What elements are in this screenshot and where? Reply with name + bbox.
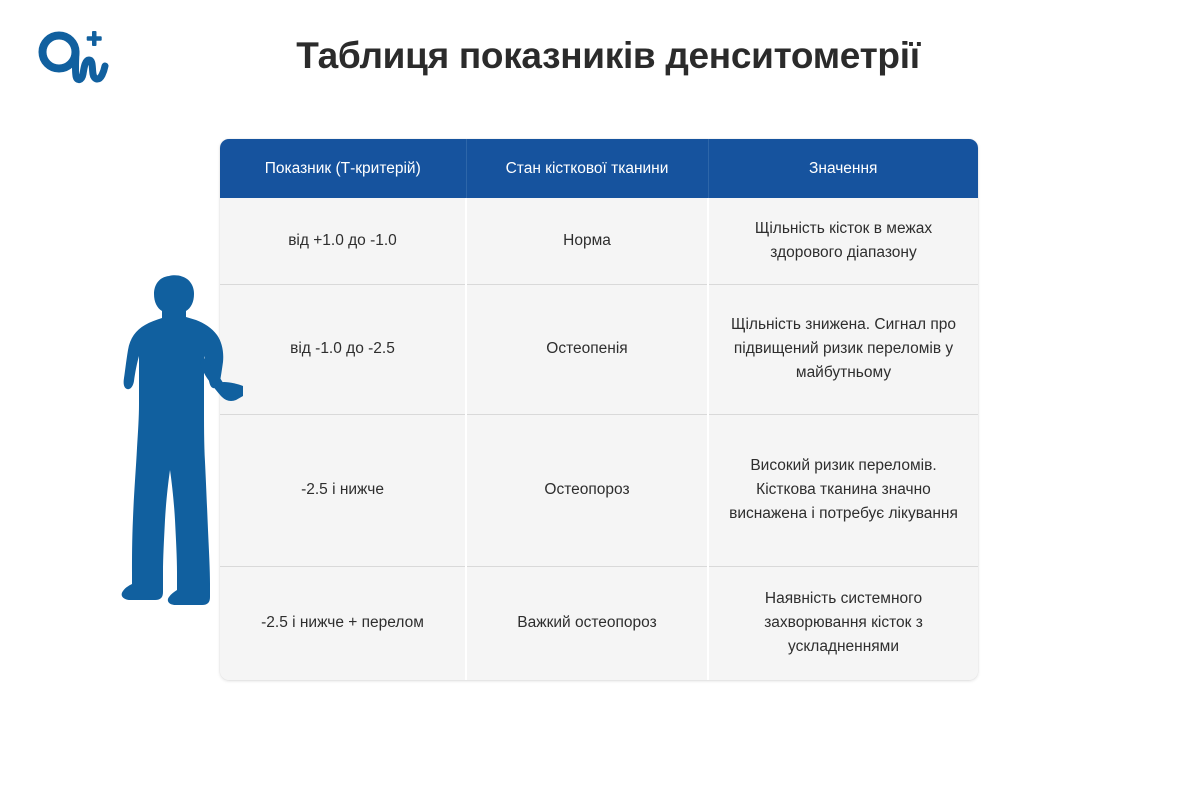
- table-body: [220, 198, 978, 680]
- table-row: [220, 566, 978, 680]
- cell-meaning: Наявність системного захворювання кісток з ускладненнями: [708, 566, 978, 680]
- page-title: Таблиця показників денситометрії: [296, 35, 920, 76]
- cell-bone-state: Важкий остеопороз: [466, 566, 708, 680]
- cell-indicator: -2.5 і нижче: [220, 414, 466, 566]
- table-row: [220, 284, 978, 414]
- column-header-bone-state: Стан кісткової тканини: [466, 139, 708, 198]
- cell-bone-state: Остеопенія: [466, 284, 708, 414]
- cell-meaning: Щільність кісток в межах здорового діапазону: [708, 198, 978, 284]
- table-header: [220, 139, 978, 198]
- doctor-silhouette: [112, 272, 244, 610]
- cell-indicator: від +1.0 до -1.0: [220, 198, 466, 284]
- table-row: [220, 414, 978, 566]
- densitometry-table: [220, 139, 978, 680]
- table-header-row: [220, 139, 978, 198]
- column-header-indicator: Показник (Т-критерій): [220, 139, 466, 198]
- cell-bone-state: Норма: [466, 198, 708, 284]
- on-plus-logo-mark: [43, 31, 106, 80]
- cell-indicator: від -1.0 до -2.5: [220, 284, 466, 414]
- cell-meaning: Високий ризик переломів. Кісткова тканина значно виснажена і потребує лікування: [708, 414, 978, 566]
- densitometry-table-container: [220, 139, 978, 680]
- cell-bone-state: Остеопороз: [466, 414, 708, 566]
- cell-indicator: -2.5 і нижче + перелом: [220, 566, 466, 680]
- cell-meaning: Щільність знижена. Сигнал про підвищений ризик переломів у майбутньому: [708, 284, 978, 414]
- table-row: [220, 198, 978, 284]
- brand-logo[interactable]: [32, 26, 124, 88]
- column-header-meaning: Значення: [708, 139, 978, 198]
